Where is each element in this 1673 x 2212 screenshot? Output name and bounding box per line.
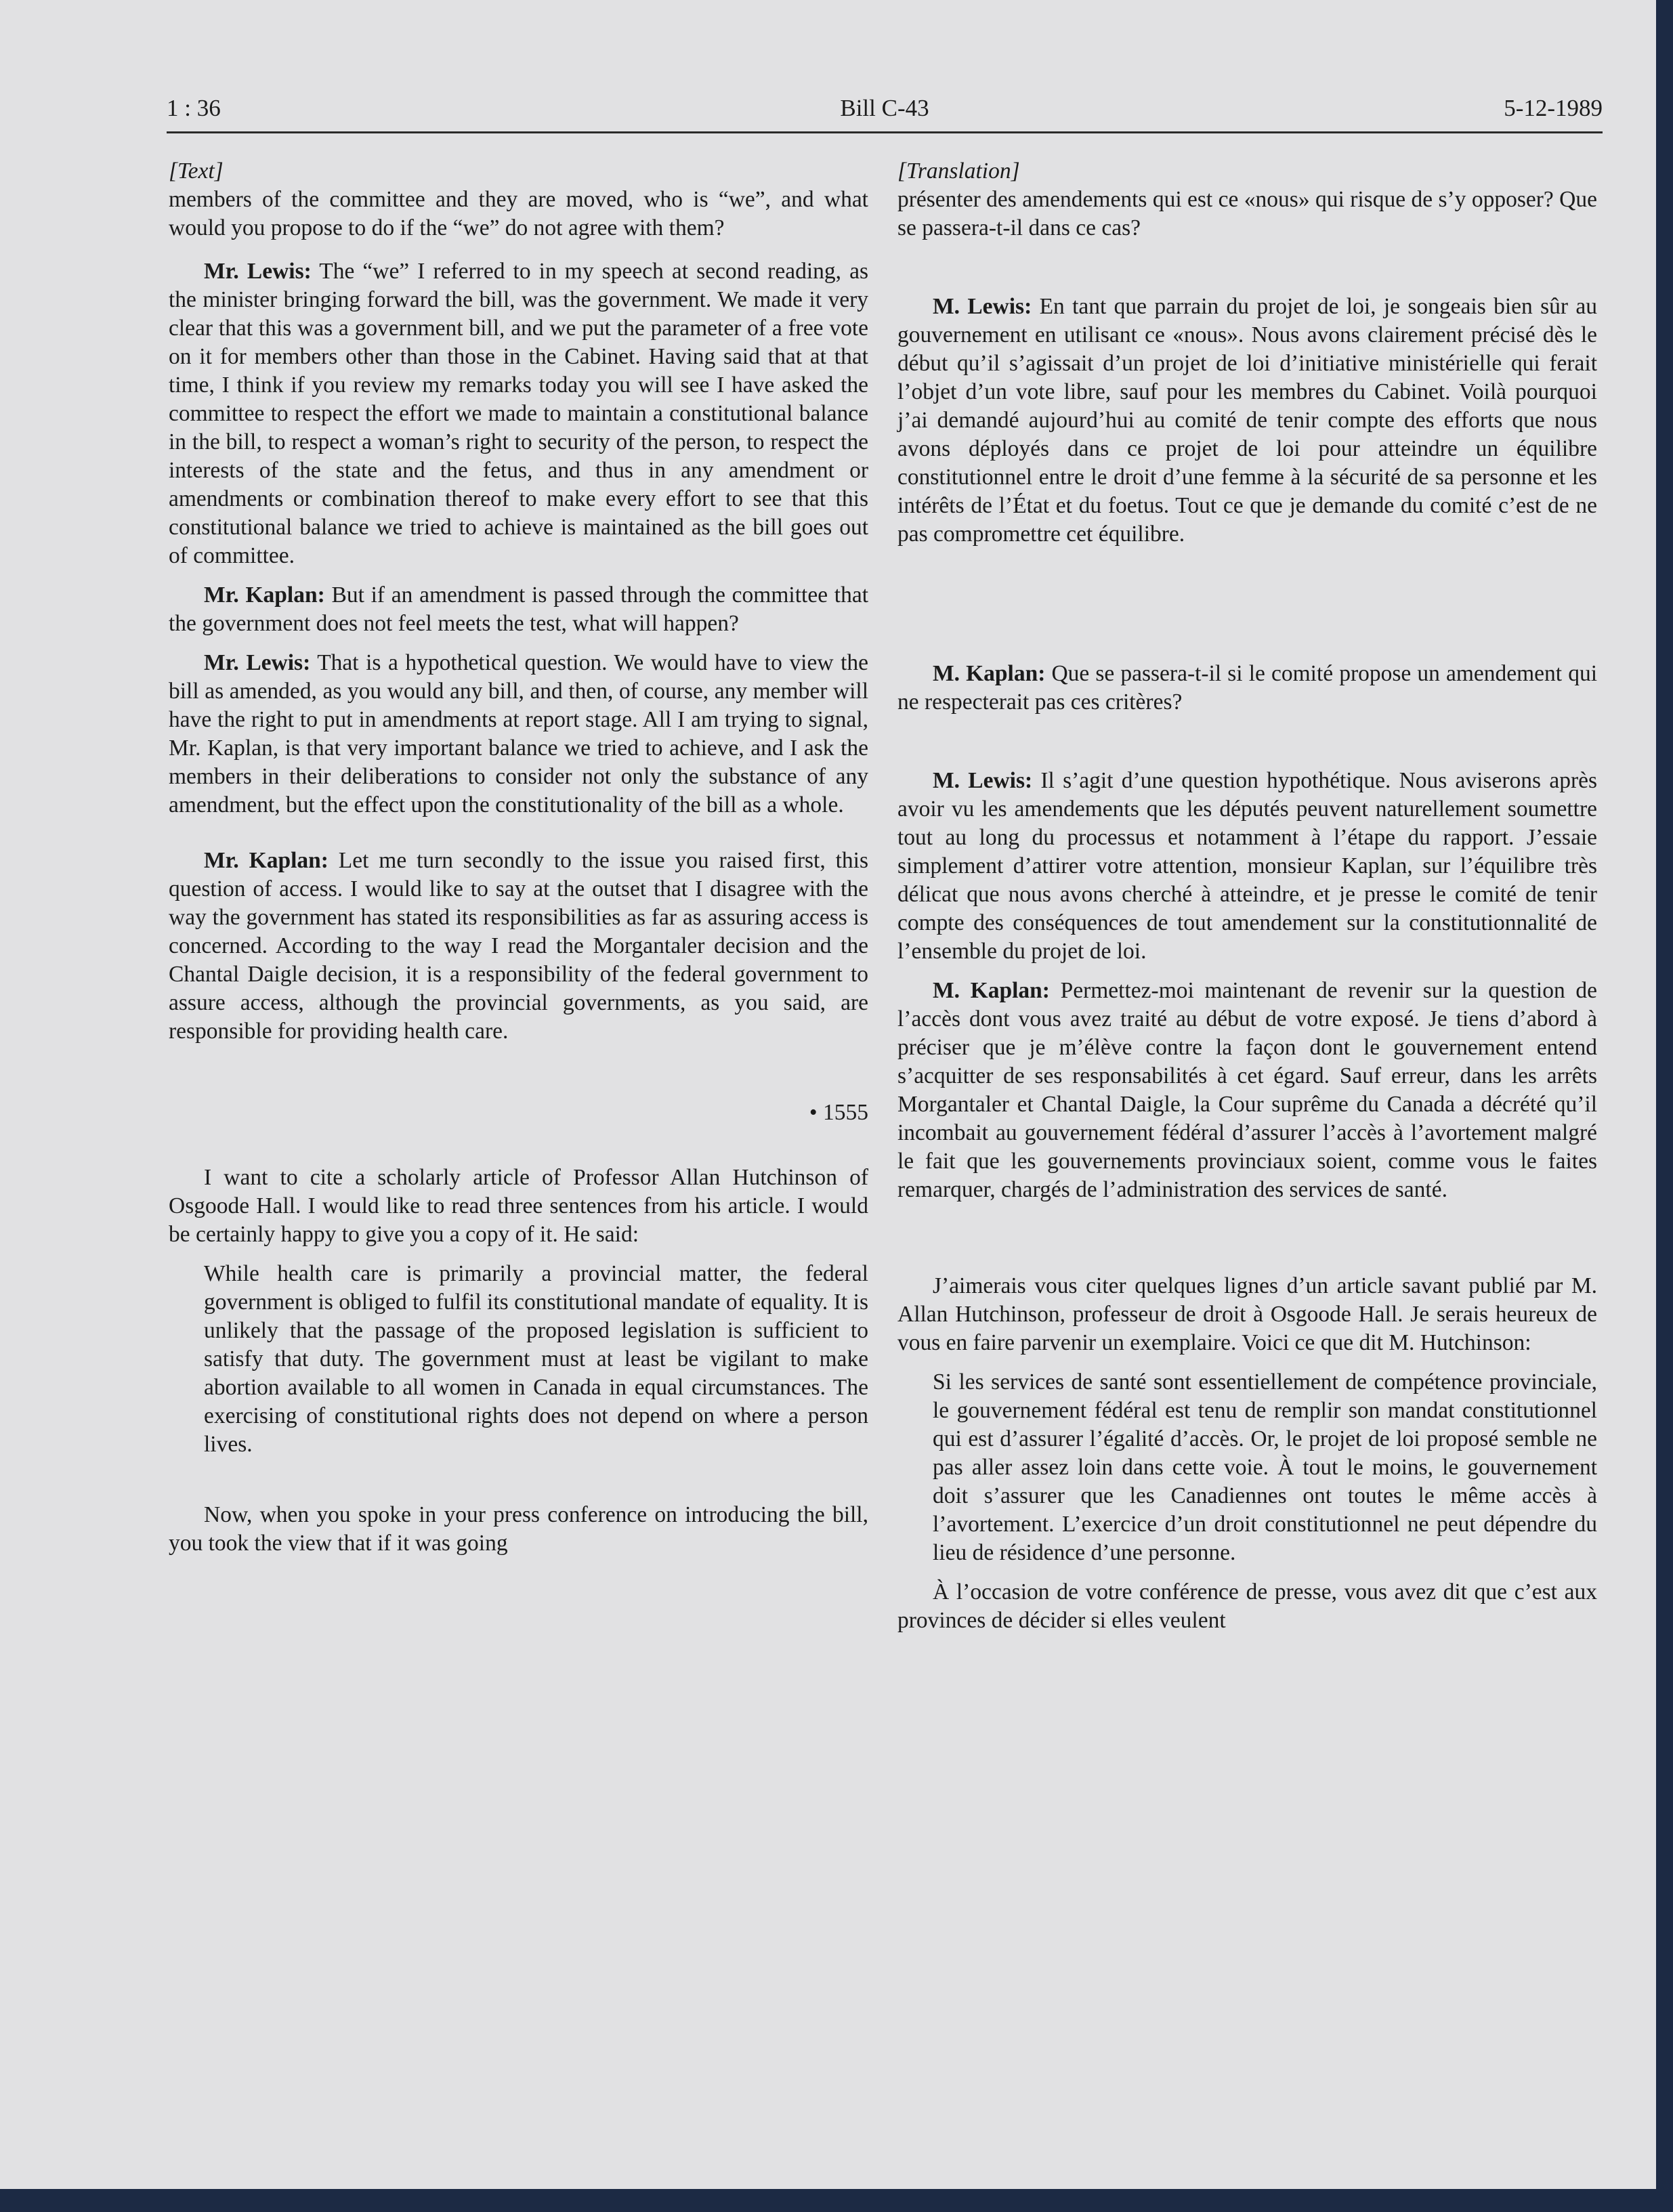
paragraph: I want to cite a scholarly article of Professor Allan Hutchinson of Osgoode Hall. I would like to read three sentences from his article. I would be certainly happy to give you a copy of it. He said: [169,1165,868,1247]
paragraph [897,977,1597,1204]
header-rule [167,131,1603,133]
block-quote [897,1368,1597,1567]
paragraph: members of the committee and they are moved, who is “we”, and what would you propose to do if the “we” do not agree with them? [169,187,868,240]
paragraph [897,293,1597,549]
french-column [897,157,1597,1635]
paragraph [169,257,868,570]
paragraph: À l’occasion de votre conférence de presse, vous avez dit que c’est aux provinces de décider si elles veulent [897,1579,1597,1633]
speaker-name: Mr. Lewis: [204,650,311,675]
speech-text: Permettez-moi maintenant de revenir sur la question de l’accès dont vous avez traité au début de votre exposé. Je tiens d’abord à préciser que je m’élève contre la façon dont le gouvernement entend s’acquitter de ses responsabilités à cet égard. Sauf erreur, dans les arrêts Morgantaler et Chantal Daigle, la Cour suprême du Canada a décrété qu’il incombait au gouvernement fédéral d’assurer l’accès à l’avortement malgré le fait que les gouvernements provinciaux soient, comme vous le faites remarquer, chargés de l’administration des services de santé. [897,978,1597,1202]
speech-text: The “we” I referred to in my speech at second reading, as the minister bringing forward the bill, was the government. We made it very clear that this was a government bill, and we put the parameter of a free vote on it for members other than those in the Cabinet. Having said that at that time, I think if you review my remarks today you will see I have asked the committee to respect the effort we made to maintain a constitutional balance in the bill, to respect a woman’s right to security of the person, to respect the interests of the state and the fetus, and thus in any amendment or amendments or combination thereof to make every effort to see that this constitutional balance we tried to achieve is maintained as the bill goes out of committee. [169,259,868,568]
paragraph [169,581,868,638]
speech-text: Que se passera-t-il si le comité propose un amendement qui ne respecterait pas ces critères? [897,661,1598,715]
speech-text: But if an amendment is passed through the committee that the government does not feel meets the test, what will happen? [169,582,868,636]
paragraph: présenter des amendements qui est ce «nous» qui risque de s’y opposer? Que se passera-t-il dans ce cas? [897,187,1597,240]
speech-text: Il s’agit d’une question hypothétique. Nous aviserons après avoir vu les amendements que les députés peuvent naturellement soumettre tout au long du processus et notamment à l’étape du rapport. J’essaie simplement d’attirer votre attention, monsieur Kaplan, sur l’équilibre très délicat que nous avons cherché à atteindre, et je presse le comité de tenir compte des conséquences de tout amendement sur la constitutionnalité de l’ensemble du projet de loi. [897,768,1598,964]
speaker-name: M. Lewis: [933,294,1032,319]
speaker-name: Mr. Kaplan: [204,582,325,608]
column-tag-translation: [Translation] [897,158,1020,184]
column-tag-text: [Text] [169,158,224,184]
paragraph [897,660,1597,717]
page-header [167,95,1603,133]
bill-title: Bill C-43 [840,95,929,121]
timestamp: • 1555 [809,1100,868,1125]
speaker-name: M. Lewis: [933,768,1033,793]
paragraph [169,649,868,820]
speech-text: Let me turn secondly to the issue you raised first, this question of access. I would like to say at the outset that I disagree with the way the government has stated its responsibilities as far as assuring access is concerned. According to the way I read the Morgantaler decision and the Chantal Daigle decision, it is a responsibility of the federal government to assure access, although the provincial governments, as you said, are responsible for providing health care. [169,848,868,1044]
block-quote [169,1260,868,1459]
paragraph [897,767,1597,966]
speaker-name: M. Kaplan: [933,661,1046,686]
page-number: 1 : 36 [167,95,221,121]
speech-text: That is a hypothetical question. We would have to view the bill as amended, as you would any bill, and then, of course, any member will have the right to put in amendments at report stage. All I am trying to signal, Mr. Kaplan, is that very important balance we tried to achieve, and I ask the members in their deliberations to consider not only the substance of any amendment, but the effect upon the constitutionality of the bill as a whole. [169,650,868,817]
paragraph: Now, when you spoke in your press conference on introducing the bill, you took the view that if it was going [169,1502,868,1556]
speaker-name: Mr. Kaplan: [204,848,329,873]
paragraph: J’aimerais vous citer quelques lignes d’un article savant publié par M. Allan Hutchinson, professeur de droit à Osgoode Hall. Je serais heureux de vous en faire parvenir un exemplaire. Voici ce que dit M. Hutchinson: [897,1273,1597,1355]
paragraph [169,847,868,1046]
quote-text: Si les services de santé sont essentiellement de compétence provinciale, le gouvernement fédéral est tenu de remplir son mandat constitutionnel qui est d’assurer l’égalité d’accès. Or, le projet de loi proposé semble ne pas aller assez loin dans cette voie. À tout le moins, le gouvernement doit s’assurer que les Canadiennes ont toutes le même accès à l’avortement. L’exercice d’un droit constitutionnel ne peut dépendre du lieu de résidence d’une personne. [933,1369,1597,1565]
quote-text: While health care is primarily a provincial matter, the federal government is obliged to fulfil its constitutional mandate of equality. It is unlikely that the passage of the proposed legislation is sufficient to satisfy that duty. The government must at least be vigilant to make abortion available to all women in Canada in equal circumstances. The exercising of constitutional rights does not depend on where a person lives. [204,1261,868,1457]
english-column [169,157,868,1558]
speaker-name: M. Kaplan: [933,978,1050,1003]
page-date: 5-12-1989 [1504,95,1603,121]
speaker-name: Mr. Lewis: [204,259,312,284]
speech-text: En tant que parrain du projet de loi, je songeais bien sûr au gouvernement en utilisant ce «nous». Nous avons clairement précisé dès le début qu’il s’agissait d’un projet de loi d’initiative ministérielle qui ferait l’objet d’un vote libre, sauf pour les membres du Cabinet. Voilà pourquoi j’ai demandé aujourd’hui au comité de tenir compte des efforts que nous avons déployés dans ce projet de loi pour atteindre un équilibre constitutionnel entre le droit d’une femme à la sécurité de sa personne et les intérêts de l’État et du foetus. Tout ce que je demande du comité c’est de ne pas compromettre cet équilibre. [897,294,1597,547]
